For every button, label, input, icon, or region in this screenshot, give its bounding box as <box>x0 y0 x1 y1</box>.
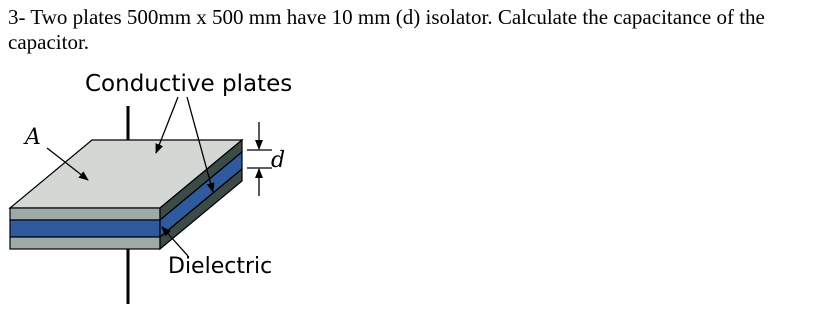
bottom-plate-front <box>10 237 160 249</box>
conductive-plates-label: Conductive plates <box>85 71 293 97</box>
area-label: A <box>25 125 41 150</box>
dielectric-front <box>10 220 160 237</box>
dielectric-label: Dielectric <box>168 254 273 279</box>
distance-label: d <box>271 148 286 173</box>
question-text: 3- Two plates 500mm x 500 mm have 10 mm (d) isolator. Calculate the capacitance of the capacitor. <box>8 5 765 54</box>
top-plate-front <box>10 208 160 220</box>
